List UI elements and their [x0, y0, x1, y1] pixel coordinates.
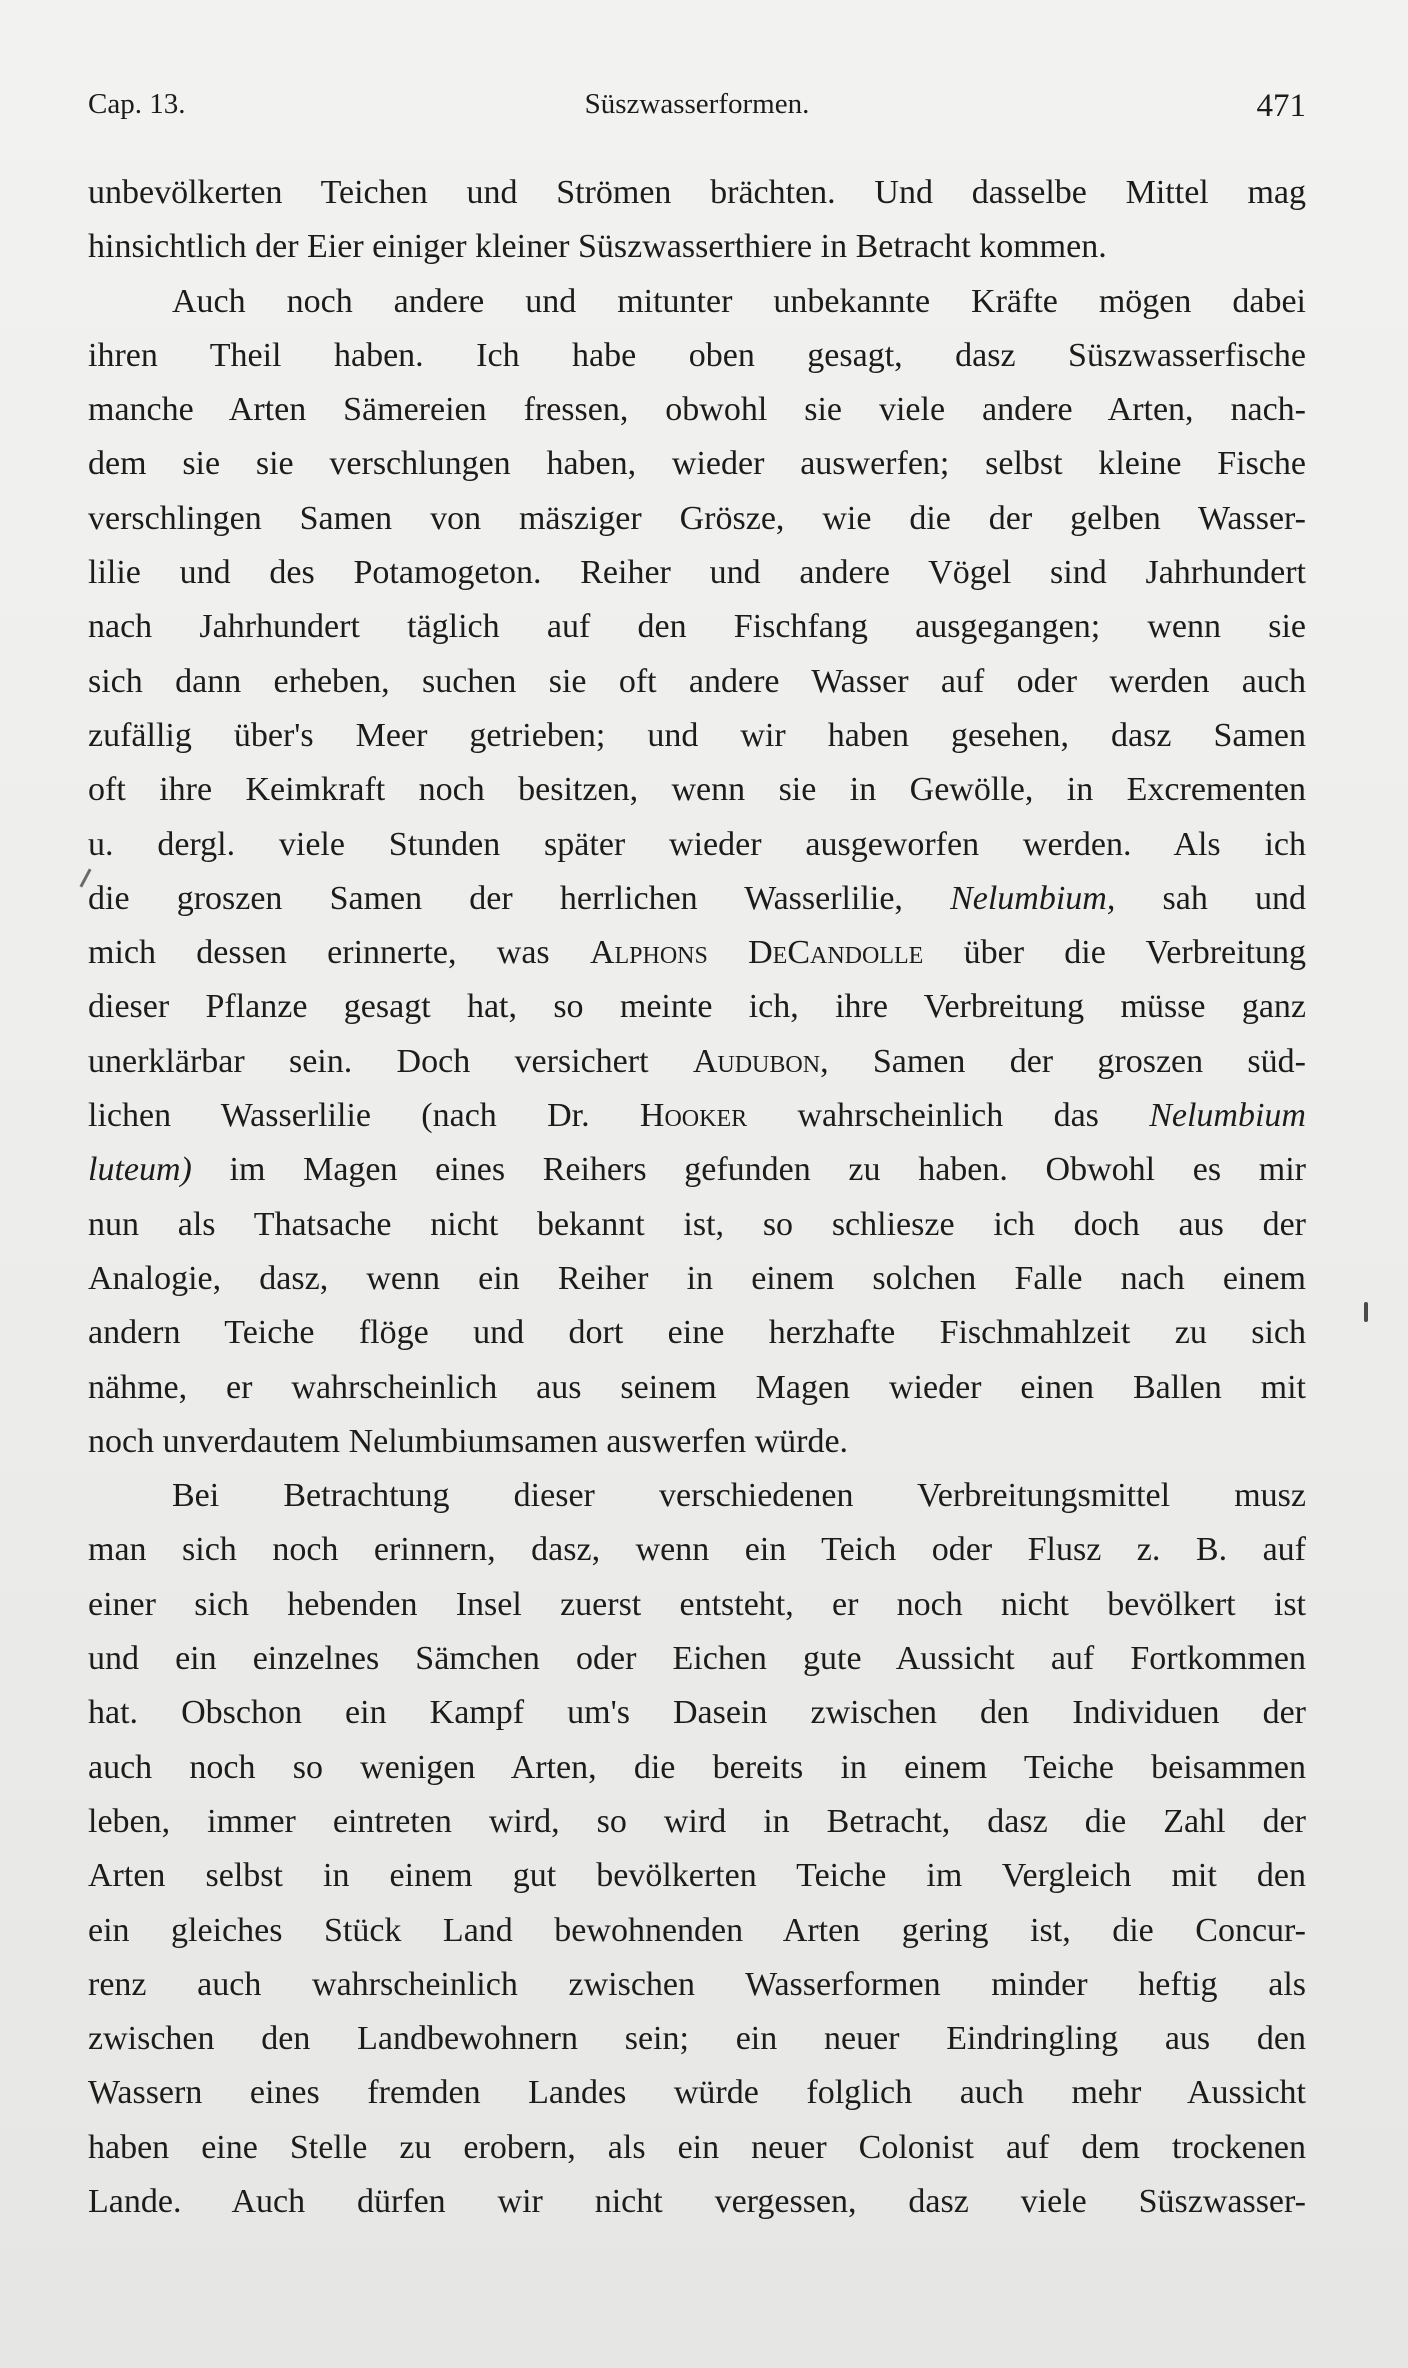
text-line [88, 926, 1306, 980]
page-number: 471 [1256, 88, 1306, 124]
text-line: auch noch so wenigen Arten, die bereits in einem Teiche beisammen [88, 1748, 1306, 1786]
text-line: Wassern eines fremden Landes würde folglich auch mehr Aussicht [88, 2074, 1306, 2112]
line-segment: im Magen eines Reihers gefunden zu haben. Obwohl es mir [191, 1151, 1306, 1189]
text-line: nun als Thatsache nicht bekannt ist, so schliesze ich doch aus der [88, 1205, 1306, 1243]
author-name: Hooker [639, 1097, 748, 1135]
line-segment: lichen Wasserlilie (nach Dr. [88, 1097, 640, 1135]
italic-term: luteum) [88, 1151, 192, 1189]
text-line: Analogie, dasz, wenn ein Reiher in einem solchen Falle nach einem [88, 1259, 1306, 1297]
text-line: nähme, er wahrscheinlich aus seinem Magen wieder einen Ballen mit [88, 1368, 1306, 1406]
text-line: zufällig über's Meer getrieben; und wir haben gesehen, dasz Samen [88, 716, 1306, 754]
text-line: Arten selbst in einem gut bevölkerten Teiche im Vergleich mit den [88, 1857, 1306, 1895]
line-segment: wahrscheinlich das [747, 1097, 1150, 1135]
text-line: noch unverdautem Nelumbiumsamen auswerfen würde. [88, 1422, 849, 1460]
running-title: Süszwasserformen. [584, 88, 810, 120]
text-line [88, 872, 1306, 926]
text-line: ein gleiches Stück Land bewohnenden Arten gering ist, die Concur- [88, 1911, 1306, 1949]
text-line: unbevölkerten Teichen und Strömen brächten. Und dasselbe Mittel mag [88, 174, 1306, 211]
text-line: renz auch wahrscheinlich zwischen Wasserformen minder heftig als [88, 1965, 1306, 2003]
text-line: andern Teiche flöge und dort eine herzhafte Fischmahlzeit zu sich [88, 1314, 1306, 1352]
text-line: Auch noch andere und mitunter unbekannte Kräfte mögen dabei [172, 282, 1306, 320]
author-name: Alphons [589, 934, 708, 972]
margin-mark [1364, 1302, 1368, 1322]
line-segment: , Samen der groszen süd- [820, 1042, 1306, 1080]
italic-term: Nelumbium, [950, 879, 1116, 917]
author-name: DeCandolle [748, 934, 924, 972]
text-line [88, 1143, 1306, 1197]
text-line: u. dergl. viele Stunden später wieder ausgeworfen werden. Als ich [88, 825, 1306, 863]
text-line: sich dann erheben, suchen sie oft andere Wasser auf oder werden auch [88, 662, 1306, 700]
text-line [88, 1035, 1306, 1089]
text-line: hinsichtlich der Eier einiger kleiner Süszwasserthiere in Betracht kommen. [88, 228, 1107, 266]
line-segment: die groszen Samen der herrlichen Wasserlilie, [88, 879, 951, 917]
running-header [88, 88, 1306, 130]
page-body-text [88, 166, 1306, 2229]
line-segment: unerklärbar sein. Doch versichert [88, 1042, 693, 1080]
text-line: dem sie sie verschlungen haben, wieder auswerfen; selbst kleine Fische [88, 445, 1306, 483]
text-line: oft ihre Keimkraft noch besitzen, wenn sie in Gewölle, in Excrementen [88, 771, 1306, 809]
text-line: dieser Pflanze gesagt hat, so meinte ich, ihre Verbreitung müsse ganz [88, 988, 1306, 1026]
text-line: zwischen den Landbewohnern sein; ein neuer Eindringling aus den [88, 2020, 1306, 2058]
line-segment [708, 934, 748, 971]
author-name: Audubon [692, 1042, 821, 1080]
text-line: haben eine Stelle zu erobern, als ein neuer Colonist auf dem trockenen [88, 2128, 1306, 2166]
line-segment: sah und [1115, 879, 1306, 917]
text-line: man sich noch erinnern, dasz, wenn ein Teich oder Flusz z. B. auf [88, 1531, 1306, 1569]
text-line: Lande. Auch dürfen wir nicht vergessen, dasz viele Süszwasser- [88, 2182, 1306, 2220]
text-line: einer sich hebenden Insel zuerst entsteht, er noch nicht bevölkert ist [88, 1585, 1306, 1623]
italic-term: Nelumbium [1149, 1097, 1306, 1135]
text-line: lilie und des Potamogeton. Reiher und andere Vögel sind Jahrhundert [88, 554, 1306, 592]
text-line: und ein einzelnes Sämchen oder Eichen gute Aussicht auf Fortkommen [88, 1640, 1306, 1678]
text-line: manche Arten Sämereien fressen, obwohl sie viele andere Arten, nach- [88, 391, 1306, 429]
text-line: nach Jahrhundert täglich auf den Fischfang ausgegangen; wenn sie [88, 608, 1306, 646]
line-segment: über die Verbreitung [923, 934, 1306, 972]
text-line: Bei Betrachtung dieser verschiedenen Verbreitungsmittel musz [172, 1477, 1306, 1515]
text-line [88, 1089, 1306, 1143]
text-line: ihren Theil haben. Ich habe oben gesagt, dasz Süszwasserfische [88, 336, 1306, 374]
text-line: leben, immer eintreten wird, so wird in Betracht, dasz die Zahl der [88, 1802, 1306, 1840]
line-segment: mich dessen erinnerte, was [88, 934, 590, 972]
text-line: hat. Obschon ein Kampf um's Dasein zwischen den Individuen der [88, 1694, 1306, 1732]
chapter-label: Cap. 13. [88, 88, 186, 120]
text-line: verschlingen Samen von mäsziger Grösze, wie die der gelben Wasser- [88, 499, 1306, 537]
